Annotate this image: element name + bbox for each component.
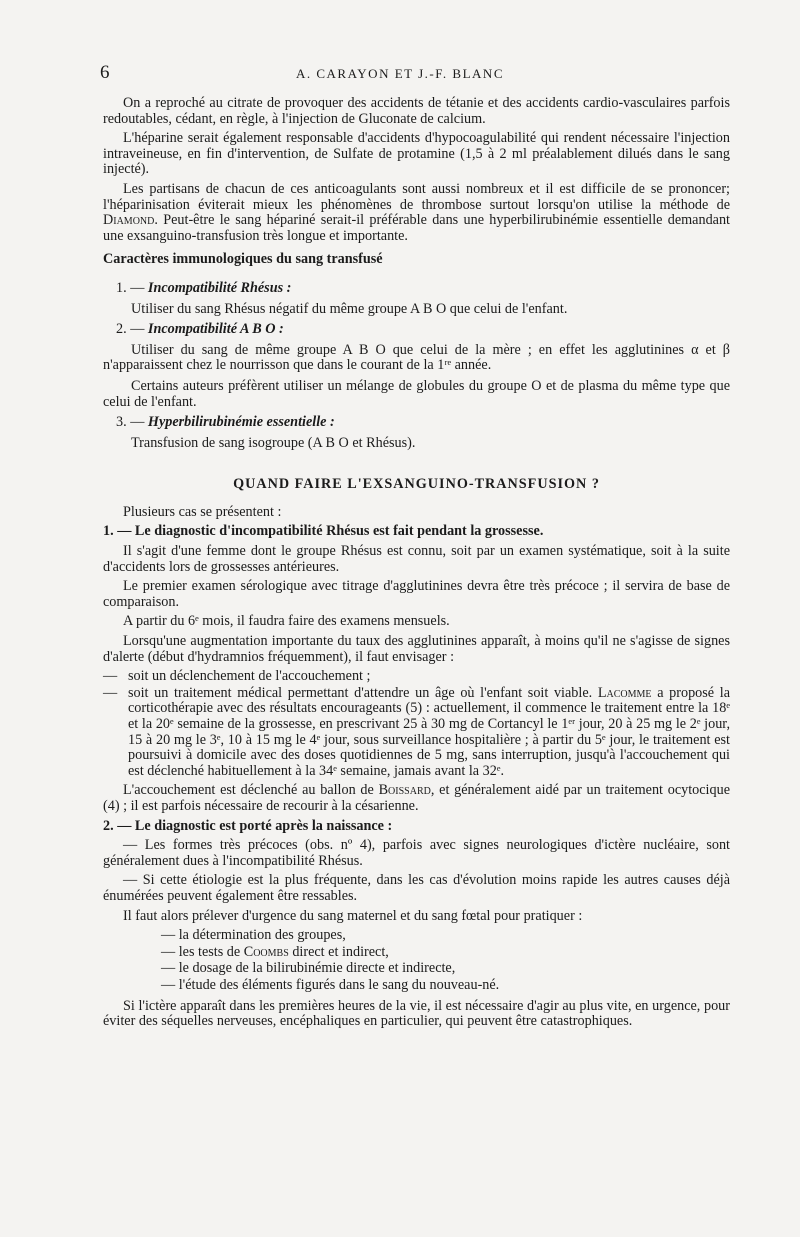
test-list-item	[103, 945, 730, 961]
item-1-text: Utiliser du sang Rhésus négatif du même groupe A B O que celui de l'enfant.	[131, 300, 568, 317]
case-1-paragraph: A partir du 6ᵉ mois, il faudra faire des examens mensuels.	[123, 613, 450, 630]
bullet-item	[103, 686, 730, 780]
section-heading-immunologiques: Caractères immunologiques du sang transfusé	[103, 251, 383, 268]
section-heading-quand-faire: QUAND FAIRE L'EXSANGUINO-TRANSFUSION ?	[233, 476, 600, 493]
author-name-boissard: Boissard	[378, 782, 431, 799]
text-run: Les partisans de chacun de ces anticoagulants sont aussi nombreux et il est difficile de se prononcer; l'héparinisation éviterait mieux les phénomènes de thrombose surtout lorsqu'on utilise la méthode de	[103, 180, 730, 213]
case-2-paragraph: — Si cette étiologie est la plus fréquente, dans les cas d'évolution moins rapide les autres causes déjà énumérées peuvent également être ressables.	[103, 872, 730, 904]
item-3-text: Transfusion de sang isogroupe (A B O et Rhésus).	[131, 434, 416, 451]
case-2-paragraph: — Les formes très précoces (obs. nº 4), parfois avec signes neurologiques d'ictère nucléaire, sont généralement dues à l'incompatibilité Rhésus.	[103, 837, 730, 869]
case-1-title: 1. — Le diagnostic d'incompatibilité Rhésus est fait pendant la grossesse.	[103, 523, 544, 540]
item-3-title	[103, 415, 730, 431]
item-2-title	[103, 322, 730, 338]
item-title: Incompatibilité A B O :	[147, 321, 284, 338]
test-list-item: — la détermination des groupes,	[161, 927, 346, 944]
text-run: L'accouchement est déclenché au ballon de	[123, 782, 379, 799]
item-2-text-2: Certains auteurs préfèrent utiliser un mélange de globules du groupe O et de plasma du même type que celui de l'enfant.	[103, 377, 730, 410]
case-1-closing	[103, 783, 730, 814]
text-run: direct et indirect,	[288, 943, 389, 960]
text-run: soit un traitement médical permettant d'attendre un âge où l'enfant soit viable.	[128, 684, 598, 701]
paragraph-heparine: L'héparine serait également responsable d'accidents d'hypocoagulabilité qui rendent nécessaire l'injection intraveineuse, en fin d'intervention, de Sulfate de protamine (1,5 à 2 ml préalablement dilués dans le sang injecté).	[103, 130, 730, 178]
case-1-paragraph: Le premier examen sérologique avec titrage d'agglutinines devra être très précoce ; il servira de base de comparaison.	[103, 578, 730, 610]
page-body	[103, 96, 730, 1034]
text-run: . Peut-être le sang hépariné serait-il préférable dans une hyperbilirubinémie essentielle demandant une exsanguino-transfusion très longue et importante.	[103, 212, 730, 244]
item-number: 3. —	[116, 414, 145, 431]
text-run: , et généralement aidé par un traitement ocytocique (4) ; il est parfois nécessaire de recourir à la césarienne.	[103, 782, 730, 814]
text-run: — les tests de	[161, 943, 244, 960]
item-title: Hyperbilirubinémie essentielle :	[147, 414, 335, 431]
bullet-text: soit un déclenchement de l'accouchement ;	[128, 668, 371, 685]
author-name-diamond: Diamond	[103, 212, 155, 229]
item-number: 1. —	[116, 279, 145, 296]
text-run: a proposé la corticothérapie avec des résultats encourageants (5) : actuellement, il commence le traitement entre la 18ᵉ et la 20ᵉ semaine de la grossesse, en prescrivant 25 à 30 mg de Cortancyl le 1ᵉʳ jour, 20 à 25 mg le 2ᵉ jour, 15 à 20 mg le 3ᵉ, 10 à 15 mg le 4ᵉ jour, sous surveillance hospitalière ; à partir du 5ᵉ jour, le traitement est poursuivi à domicile avec des doses quotidiennes de 5 mg, sans interruption, jusqu'à l'accouchement qui est déclenché habituellement à la 34ᵉ semaine, jamais avant la 32ᵉ.	[128, 684, 730, 779]
bullet-item	[103, 669, 730, 685]
item-1-title	[103, 281, 730, 297]
test-list-item: — le dosage de la bilirubinémie directe et indirecte,	[161, 960, 456, 977]
case-2-title: 2. — Le diagnostic est porté après la naissance :	[103, 817, 393, 834]
dash-mark: —	[103, 684, 118, 701]
item-2-text: Utiliser du sang de même groupe A B O que celui de la mère ; en effet les agglutinines α et β n'apparaissent chez le nourrisson que dans le courant de la 1ʳᵉ année.	[103, 341, 730, 374]
case-1-paragraph: Il s'agit d'une femme dont le groupe Rhésus est connu, soit par un examen systématique, soit à la suite d'accidents lors de grossesses antérieures.	[103, 543, 730, 575]
case-2-closing: Si l'ictère apparaît dans les premières heures de la vie, il est nécessaire d'agir au plus vite, en urgence, pour éviter des séquelles nerveuses, encéphaliques en particulier, qui peuvent être catastrophiques.	[103, 997, 730, 1030]
author-name-lacomme: Lacomme	[597, 684, 652, 701]
item-number: 2. —	[116, 321, 145, 338]
paragraph-citrate: On a reproché au citrate de provoquer des accidents de tétanie et des accidents cardio-vasculaires parfois redoutables, cédant, en règle, à l'injection de Gluconate de calcium.	[103, 95, 730, 127]
page-number: 6	[100, 62, 110, 83]
item-title: Incompatibilité Rhésus :	[147, 279, 292, 296]
author-name-coombs: Coombs	[243, 943, 289, 960]
running-head: A. CARAYON ET J.-F. BLANC	[295, 66, 504, 81]
bullet-text	[128, 686, 730, 780]
cases-intro: Plusieurs cas se présentent :	[123, 503, 282, 520]
case-1-paragraph: Lorsqu'une augmentation importante du taux des agglutinines apparaît, à moins qu'il ne s'agisse de signes d'alerte (début d'hydramnios fréquemment), il faut envisager :	[103, 633, 730, 665]
dash-mark: —	[103, 668, 118, 685]
case-2-paragraph: Il faut alors prélever d'urgence du sang maternel et du sang fœtal pour pratiquer :	[123, 907, 583, 924]
test-list-item: — l'étude des éléments figurés dans le sang du nouveau-né.	[161, 976, 500, 993]
paragraph-partisans	[103, 182, 730, 244]
